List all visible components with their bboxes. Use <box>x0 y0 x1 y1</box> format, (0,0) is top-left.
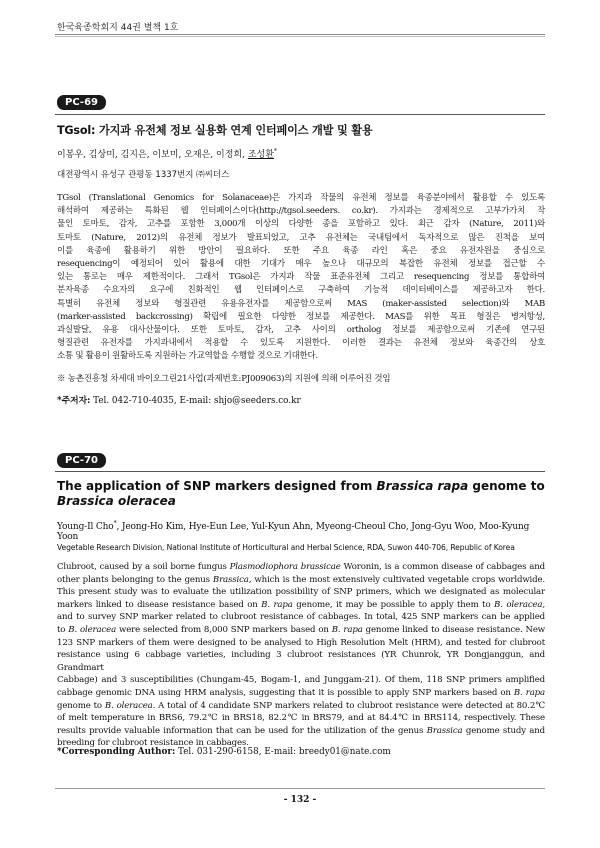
text-run: resistance using 6 cabbage varieties, including 3 clubroot resistances (YR Chunrok, YR Dongjanggun, and Grandmart <box>57 650 545 673</box>
affiliation: Vegetable Research Division, National Institute of Horticultural and Herbal Science, RDA, Suwon 440-706, Republic of Korea <box>57 543 515 552</box>
text-run: which is the most extensively cultivated vegetable crops worldwide. <box>251 574 545 585</box>
text-run: 123 SNP markers of them were designed to be analysed to High Resolution Melt (HRM), and tested for clubroot <box>57 637 545 648</box>
species-name: Brassica rapa <box>376 479 469 493</box>
body-line: 이를 육종에 활용하기 위한 방안이 필요하다. 또한 주요 육종 라인 혹은 중요 유전자원을 중심으로 <box>57 245 545 256</box>
text-run: markers linked to disease resistance based on <box>57 599 262 610</box>
body-line <box>57 586 545 599</box>
body-line <box>57 624 545 637</box>
body-line <box>57 725 545 738</box>
abstract-body <box>57 561 545 750</box>
acknowledgement: ※ 농촌진흥청 차세대 바이오그린21사업(과제번호:PJ009063)의 지원에 의해 이루어진 것임 <box>57 374 391 384</box>
body-line <box>57 599 545 612</box>
abstract-body <box>57 192 545 364</box>
page-number: - 132 - <box>283 795 317 805</box>
title-segment: The application of SNP markers designed from <box>57 479 377 493</box>
contact-info <box>57 393 301 406</box>
text-run: . A total of 4 candidate SNP markers related to clubroot resistance were detected at 80.2℃ <box>152 700 545 711</box>
contact-details: Tel. 031-290-6158, E-mail: breedy01@nate.com <box>175 747 391 757</box>
header-rule <box>55 34 545 35</box>
abstract-title: TGsol: 가지과 유전체 정보 실용화 연계 인터페이스 개발 및 활용 <box>57 124 373 137</box>
species-name: B. oleracea, <box>494 599 545 610</box>
journal-header: 한국육종학회지 44권 별책 1호 <box>57 23 179 33</box>
contact-details: Tel. 042-710-4035, E-mail: shjo@seeders.co.kr <box>90 396 301 406</box>
author-list <box>57 147 277 160</box>
body-line: 토마토 (Nature, 2012)의 유전체 정보가 발표되었고, 고추 유전체는 국내팀에서 독자적으로 많은 진척을 보여 <box>57 232 545 243</box>
text-run: breeding for clubroot resistance in cabbages. <box>57 738 249 749</box>
text-run: genome to <box>57 700 105 711</box>
body-line: 특별히 유전체 정보와 형질관련 유용유전자를 제공함으로써 MAS (maker-assisted selection)와 MAB <box>57 298 545 309</box>
text-run: Clubroot, caused by a soil borne fungus <box>57 562 230 572</box>
corresponding-author: 조성환 <box>247 150 274 160</box>
text-run: other plants belonging to the genus <box>57 574 213 585</box>
footer-rule <box>55 788 545 789</box>
text-run: cabbage genomic DNA using HRM analysis, suggesting that it is possible to apply SNP markers based on <box>57 687 514 698</box>
corresponding-mark: * <box>273 148 277 155</box>
species-name: Plasmodiophora brassicae <box>229 562 341 572</box>
text-run: This present study was to evaluate the utilization possibility of SNP primers, which we designated as molecular <box>57 587 545 598</box>
body-line: 형질관련 유전자를 가지과내에서 적용할 수 있도록 지원한다. 이러한 결과는 유전체 정보와 육종간의 상호 <box>57 338 545 349</box>
species-name: B. rapa <box>513 687 545 698</box>
authors: 이봉우, 김상미, 김지은, 이보미, 오재은, 이정희, <box>57 150 248 160</box>
body-line: TGsol (Translational Genomics for Solanaceae)은 가지과 작물의 유전체 정보를 육종분야에서 활용할 수 있도록 <box>57 193 545 203</box>
abstract-divider <box>55 471 545 472</box>
text-run: Woronin, is a common disease of cabbages and <box>340 562 545 572</box>
body-line <box>57 687 545 700</box>
species-name: Brassica oleracea <box>57 494 176 508</box>
body-line: 과실발달, 유용 대사산물이다. 또한 토마토, 감자, 고추 사이의 ortholog 정보를 제공함으로써 기존에 연구된 <box>57 325 545 336</box>
species-name: Brassica <box>426 725 463 736</box>
first-author: Young-Il Cho <box>57 522 114 532</box>
abstract-code-badge: PC-69 <box>57 95 106 110</box>
body-line: 해석하여 제공하는 특화된 웹 인터페이스이다(http://tgsol.seeders. co.kr). 가지과는 경제적으로 고부가가치 작 <box>57 206 545 217</box>
contact-label: *주저자: <box>57 396 91 406</box>
body-line <box>57 637 545 650</box>
text-run: results provide valuable information that can be used for the utilization of the genus <box>57 725 427 736</box>
body-line: resequencing이 예정되어 있어 활용에 대한 기대가 매우 높으나 대규모의 복잡한 유전체 정보를 접근할 수 <box>57 259 545 270</box>
body-line <box>57 561 545 574</box>
affiliation: 대전광역시 유성구 관평동 1337번지 ㈜씨더스 <box>57 170 230 180</box>
title-segment: genome to <box>468 479 545 493</box>
text-run: genome linked to disease resistance. New <box>362 624 545 635</box>
contact-info <box>57 747 391 757</box>
abstract-title <box>57 479 547 509</box>
co-authors: , Jeong-Ho Kim, Hye-Eun Lee, Yul-Kyun Ahn, Myeong-Cheoul Cho, Jong-Gyu Woo, Moo-Kyung Yoon <box>57 522 530 542</box>
body-line: 분자육종 수요자의 요구에 친화적인 웹 인터페이스로 구축하여 기능적 데이터베이스를 제공하고자 한다. <box>57 285 545 296</box>
body-line <box>57 611 545 624</box>
author-list <box>57 520 547 542</box>
body-line: 물인 토마토, 감자, 고추를 포함한 3,000개 이상의 다양한 종을 포함하고 있다. 최근 감자 (Nature, 2011)와 <box>57 219 545 230</box>
text-run: Cabbage) and 3 susceptibilities (Chungam-45, Bogam-1, and Junggam-21). Of them, 118 SNP primers amplified <box>57 675 545 686</box>
body-line <box>57 712 545 725</box>
text-run: were selected from 8,000 SNP markers based on <box>116 624 332 635</box>
species-name: B. oleracea <box>104 700 153 711</box>
body-line: 소통 및 활용이 원활하도록 지원하는 가교역할을 수행할 것으로 기대한다. <box>57 351 318 362</box>
header-rule-secondary <box>55 36 545 37</box>
text-run: of melt temperature in BRS6, 79.2℃ in BRS18, 82.2℃ in BRS79, and at 84.4℃ in BRS114, respectively. These <box>57 713 545 724</box>
body-line <box>57 649 545 674</box>
species-name: Brassica, <box>212 574 252 585</box>
corresponding-mark: * <box>113 520 117 527</box>
body-line: (marker-assisted backcrossing) 확립에 필요한 다양한 정보를 제공한다. MAS를 위한 목표 형질은 병저항성, <box>57 311 545 322</box>
species-name: B. rapa <box>331 624 363 635</box>
text-run: genome study and <box>462 725 545 736</box>
body-line <box>57 700 545 713</box>
body-line <box>57 674 545 687</box>
text-run: and to survey SNP marker related to clubroot resistance of cabbages. In total, 425 SNP markers can be applied <box>57 612 545 623</box>
text-run: to <box>57 624 69 635</box>
abstract-divider <box>55 114 545 115</box>
text-run: genome, it may be possible to apply them to <box>292 599 495 610</box>
body-line <box>57 574 545 587</box>
species-name: B. rapa <box>261 599 293 610</box>
body-line: 있는 통로는 매우 제한적이다. 그래서 TGsol은 가지과 작물 표준유전체 그리고 resequencing 정보를 통합하여 <box>57 272 545 283</box>
abstract-code-badge: PC-70 <box>57 453 106 468</box>
species-name: B. oleracea <box>68 624 117 635</box>
contact-label: *Corresponding Author: <box>57 747 176 757</box>
